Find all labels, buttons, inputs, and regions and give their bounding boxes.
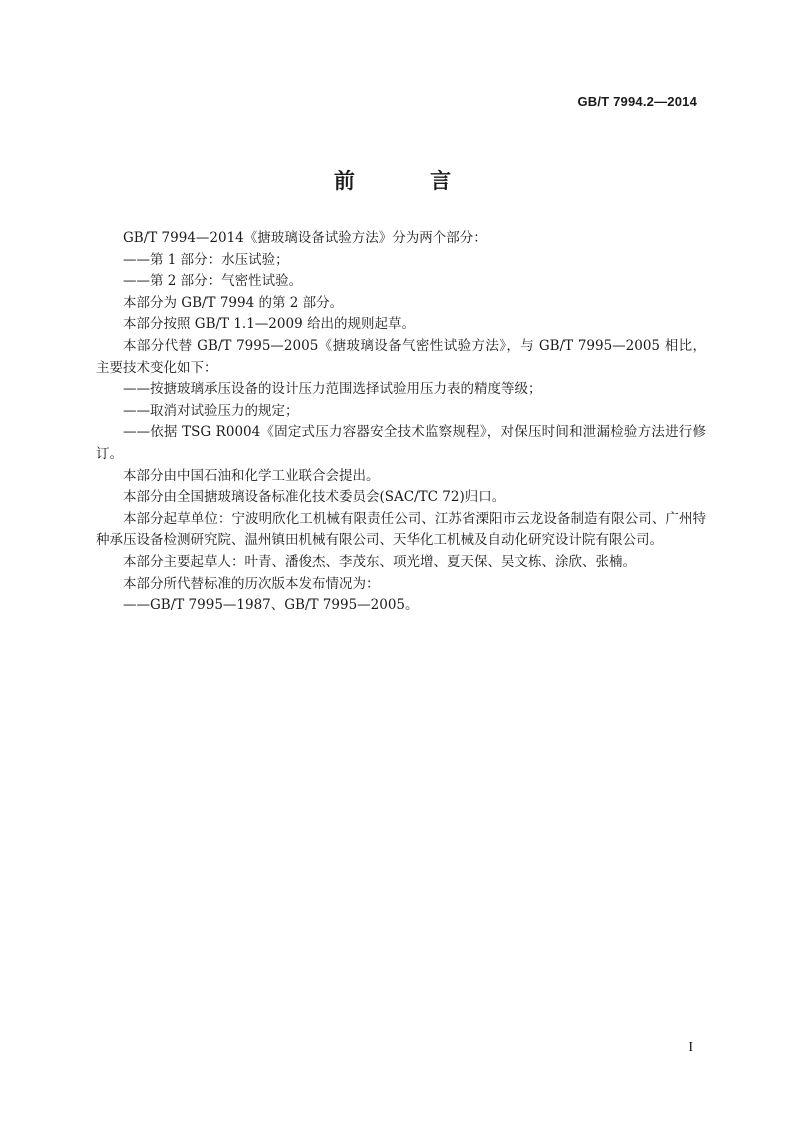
foreword-body — [96, 228, 706, 617]
paragraph-history: 本部分所代替标准的历次版本发布情况为： — [123, 575, 380, 592]
paragraph-drafting-rules: 本部分按照 GB/T 1.1—2009 给出的规则起草。 — [123, 316, 415, 333]
page-title: 前 言 — [333, 169, 486, 193]
standard-number: GB/T 7994.2—2014 — [577, 94, 697, 109]
paragraph-drafting-units: 本部分起草单位：宁波明欣化工机械有限责任公司、江苏省溧阳市云龙设备制造有限公司、广州特种承压设备检测研究院、温州镇田机械有限公司、天华化工机械及自动化研究设计院有限公司。 — [96, 510, 706, 549]
paragraph-scope: 本部分为 GB/T 7994 的第 2 部分。 — [123, 294, 344, 311]
paragraph-centralized: 本部分由全国搪玻璃设备标准化技术委员会(SAC/TC 72)归口。 — [123, 489, 506, 506]
list-item-part-1: ——第 1 部分：水压试验； — [123, 251, 289, 268]
paragraph-replacement: 本部分代替 GB/T 7995—2005《搪玻璃设备气密性试验方法》，与 GB/T 7995—2005 相比，主要技术变化如下： — [96, 337, 706, 376]
list-item-change-2: ——取消对试验压力的规定； — [123, 402, 299, 419]
list-item-change-1: ——按搪玻璃承压设备的设计压力范围选择试验用压力表的精度等级； — [123, 381, 542, 398]
paragraph-proposer: 本部分由中国石油和化学工业联合会提出。 — [123, 467, 380, 484]
list-item-history: ——GB/T 7995—1987、GB/T 7995—2005。 — [123, 597, 419, 614]
paragraph-intro: GB/T 7994—2014《搪玻璃设备试验方法》分为两个部分： — [123, 230, 487, 246]
page-number: I — [688, 1040, 693, 1055]
paragraph-drafters: 本部分主要起草人：叶青、潘俊杰、李茂东、项光增、夏天保、吴文栋、涂欣、张楠。 — [123, 553, 636, 570]
list-item-change-3: ——依据 TSG R0004《固定式压力容器安全技术监察规程》，对保压时间和泄漏检验方法进行修订。 — [96, 424, 706, 462]
list-item-part-2: ——第 2 部分：气密性试验。 — [123, 273, 303, 290]
